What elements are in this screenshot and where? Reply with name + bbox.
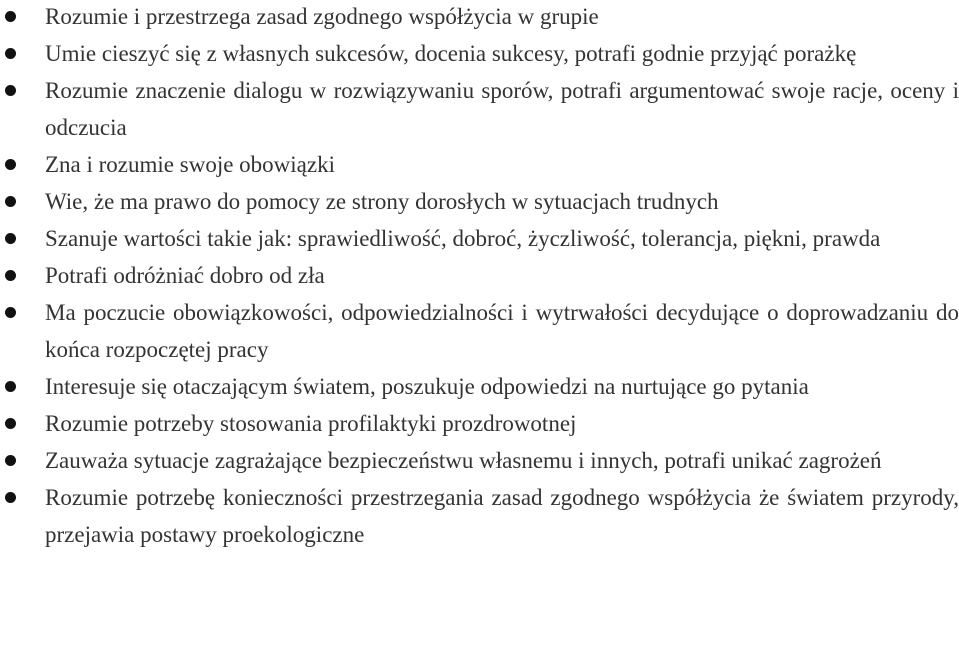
bullet-icon	[5, 233, 16, 244]
list-item	[0, 72, 959, 146]
list-item-text: Rozumie potrzeby stosowania profilaktyki prozdrowotnej	[45, 411, 577, 436]
bullet-icon	[5, 11, 16, 22]
bullet-icon	[5, 196, 16, 207]
list-item	[0, 257, 959, 294]
bullet-icon	[5, 85, 16, 96]
list-item	[0, 294, 959, 368]
list-item-text: Rozumie potrzebę konieczności przestrzegania zasad zgodnego współżycia że światem przyrody, przejawia postawy proekologiczne	[45, 485, 959, 547]
bullet-icon	[5, 418, 16, 429]
list-item-text: Umie cieszyć się z własnych sukcesów, docenia sukcesy, potrafi godnie przyjąć porażkę	[45, 41, 857, 66]
list-item-text: Szanuje wartości takie jak: sprawiedliwość, dobroć, życzliwość, tolerancja, piękni, prawda	[45, 226, 881, 251]
list-item	[0, 479, 959, 553]
bullet-icon	[5, 455, 16, 466]
list-item-text: Potrafi odróżniać dobro od zła	[45, 263, 325, 288]
list-item	[0, 0, 959, 35]
list-item-text: Rozumie znaczenie dialogu w rozwiązywaniu sporów, potrafi argumentować swoje racje, oceny i odczucia	[45, 78, 959, 140]
list-item-text: Zauważa sytuacje zagrażające bezpieczeństwu własnemu i innych, potrafi unikać zagrożeń	[45, 448, 882, 473]
list-item	[0, 405, 959, 442]
list-item-text: Interesuje się otaczającym światem, poszukuje odpowiedzi na nurtujące go pytania	[45, 374, 809, 399]
bullet-icon	[5, 492, 16, 503]
bullet-icon	[5, 48, 16, 59]
bullet-icon	[5, 307, 16, 318]
list-item-text: Ma poczucie obowiązkowości, odpowiedzialności i wytrwałości decydujące o doprowadzaniu do końca rozpoczętej pracy	[45, 300, 959, 362]
list-item	[0, 146, 959, 183]
bullet-icon	[5, 381, 16, 392]
bullet-icon	[5, 159, 16, 170]
list-item-text: Wie, że ma prawo do pomocy ze strony dorosłych w sytuacjach trudnych	[45, 189, 719, 214]
bullet-icon	[5, 270, 16, 281]
list-item	[0, 35, 959, 72]
list-item-text: Zna i rozumie swoje obowiązki	[45, 152, 335, 177]
list-item	[0, 220, 959, 257]
list-item-text: Rozumie i przestrzega zasad zgodnego współżycia w grupie	[45, 4, 599, 29]
list-item	[0, 442, 959, 479]
list-item	[0, 368, 959, 405]
list-item	[0, 183, 959, 220]
